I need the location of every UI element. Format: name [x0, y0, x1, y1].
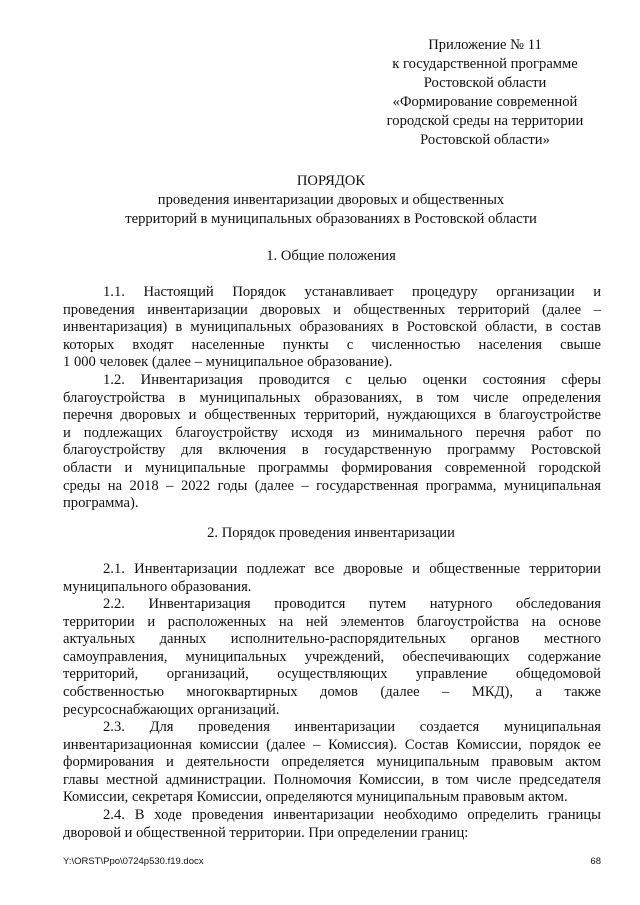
appendix-line: к государственной программе	[392, 56, 578, 72]
text-line: 2.3. Для проведения инвентаризации создается муниципальная	[103, 719, 601, 735]
appendix-line: Ростовской области	[423, 75, 547, 91]
paragraph-2-4	[63, 807, 601, 842]
text-line: благоустройства в муниципальных образованиях, в том числе определения	[63, 389, 601, 406]
text-line: актуальных данных исполнительно-распорядительных органов местного	[63, 631, 601, 648]
text-line: 2.4. В ходе проведения инвентаризации необходимо определить границы	[103, 807, 601, 823]
paragraph-1-1	[63, 284, 601, 372]
text-line: среды на 2018 – 2022 годы (далее – государственная программа, муниципальная	[63, 477, 601, 494]
paragraph-1-2	[63, 372, 601, 513]
document-title	[60, 172, 602, 229]
text-line: 1.1. Настоящий Порядок устанавливает процедуру организации и	[103, 284, 601, 300]
paragraph-2-2	[63, 596, 601, 719]
section-1-heading: 1. Общие положения	[266, 248, 396, 264]
text-line: ресурсоснабжающих организаций.	[63, 701, 280, 718]
text-line: области и муниципальные программы формирования современной городской	[63, 459, 601, 476]
page-number: 68	[590, 856, 601, 867]
title-main: ПОРЯДОК	[296, 173, 366, 189]
text-line: 1 000 человек (далее – муниципальное образование).	[63, 354, 393, 371]
text-line: инвентаризационная комиссии (далее – Комиссия). Состав Комиссии, порядок ее	[63, 736, 601, 753]
appendix-line: Приложение № 11	[428, 37, 542, 53]
text-line: благоустройству для включения в государственную программу Ростовской	[63, 442, 601, 459]
text-line: формирования и деятельности определяется муниципальным правовым актом	[63, 754, 601, 771]
text-line: муниципального образования.	[63, 578, 252, 595]
appendix-line: Ростовской области»	[420, 132, 550, 148]
text-line: Комиссии, секретаря Комиссии, определяются муниципальным правовым актом.	[63, 789, 568, 806]
text-line: инвентаризация) в муниципальных образованиях в Ростовской области, в состав	[63, 319, 601, 336]
text-line: перечня дворовых и общественных территорий, нуждающихся в благоустройстве	[63, 407, 601, 424]
text-line: территории и расположенных на ней элементов благоустройства на основе	[63, 613, 601, 630]
title-subtitle-line: проведения инвентаризации дворовых и общественных	[157, 192, 505, 208]
appendix-line: городской среды на территории	[386, 113, 584, 129]
section-2-heading: 2. Порядок проведения инвентаризации	[207, 525, 455, 541]
text-line: самоуправления, муниципальных учреждений, обеспечивающих содержание	[63, 648, 601, 665]
title-subtitle-line: территорий в муниципальных образованиях в Ростовской области	[125, 211, 537, 227]
text-line: которых входят населенные пункты с численностью населения свыше	[63, 336, 601, 353]
paragraph-2-3	[63, 719, 601, 807]
text-line: программа).	[63, 495, 139, 512]
text-line: дворовой и общественной территории. При определении границ:	[63, 824, 469, 841]
text-line: 2.1. Инвентаризации подлежат все дворовые и общественные территории	[103, 561, 601, 577]
text-line: территорий, организаций, осуществляющих управление общедомовой	[63, 666, 601, 683]
text-line: 2.2. Инвентаризация проводится путем натурного обследования	[103, 596, 601, 612]
appendix-header	[350, 36, 620, 150]
text-line: 1.2. Инвентаризация проводится с целью оценки состояния сферы	[103, 372, 601, 388]
paragraph-2-1	[63, 561, 601, 596]
text-line: главы местной администрации. Полномочия Комиссии, в том числе председателя	[63, 771, 601, 788]
appendix-line: «Формирование современной	[392, 94, 578, 110]
text-line: и подлежащих благоустройству исходя из минимального перечня работ по	[63, 424, 601, 441]
text-line: собственностью многоквартирных домов (далее – МКД), а также	[63, 683, 601, 700]
text-line: проведения инвентаризации дворовых и общественных территорий (далее –	[63, 301, 601, 318]
file-path: Y:\ORST\Ppo\0724p530.f19.docx	[63, 856, 204, 867]
